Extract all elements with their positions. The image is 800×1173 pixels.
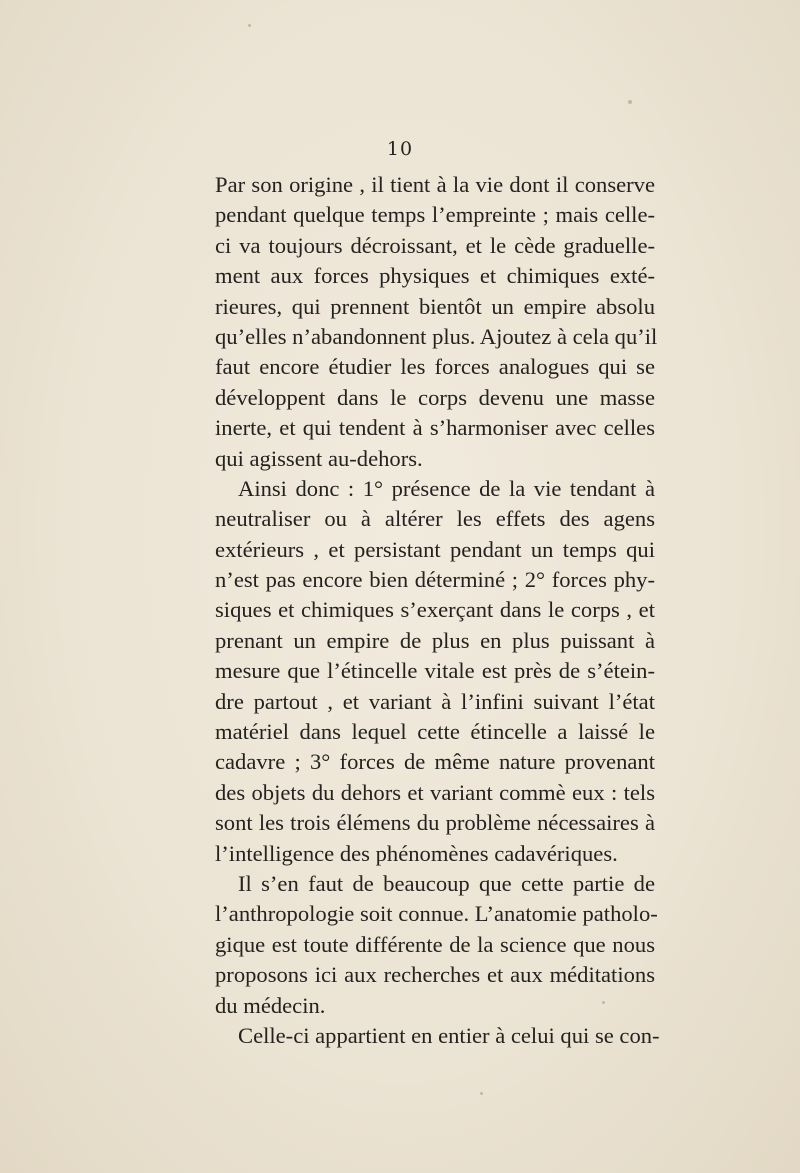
- text-line: qui agissent au-dehors.: [215, 445, 423, 471]
- text-line: neutraliser ou à altérer les effets des agens: [215, 506, 655, 532]
- page-number: 10: [386, 138, 414, 160]
- text-line: mesure que l’étincelle vitale est près de s’étein-: [215, 658, 655, 684]
- body-text: [215, 170, 660, 1051]
- text-line: des objets du dehors et variant commè eux : tels: [215, 779, 655, 805]
- text-line: gique est toute différente de la science que nous: [215, 931, 655, 957]
- text-line: siques et chimiques s’exerçant dans le corps , et: [215, 597, 655, 623]
- text-line: n’est pas encore bien déterminé ; 2° forces phy-: [215, 567, 655, 593]
- text-line: Il s’en faut de beaucoup que cette partie de: [238, 870, 655, 896]
- text-line: développent dans le corps devenu une masse: [215, 384, 655, 410]
- text-line: Ainsi donc : 1° présence de la vie tendant à: [238, 475, 655, 501]
- text-line: l’anthropologie soit connue. L’anatomie patholo-: [215, 901, 658, 927]
- text-line: Celle-ci appartient en entier à celui qui se con-: [238, 1022, 660, 1048]
- paper-speck: [628, 100, 632, 104]
- text-line: sont les trois élémens du problème nécessaires à: [215, 810, 655, 836]
- text-line: ci va toujours décroissant, et le cède graduelle-: [215, 232, 655, 258]
- text-line: rieures, qui prennent bientôt un empire absolu: [215, 293, 655, 319]
- text-line: l’intelligence des phénomènes cadavériques.: [215, 840, 618, 866]
- text-line: proposons ici aux recherches et aux méditations: [215, 962, 655, 988]
- text-line: pendant quelque temps l’empreinte ; mais celle-: [215, 202, 655, 228]
- text-line: ment aux forces physiques et chimiques exté-: [215, 263, 655, 289]
- text-line: Par son origine , il tient à la vie dont il conserve: [215, 172, 655, 197]
- text-line: du médecin.: [215, 992, 326, 1018]
- paper-speck: [480, 1092, 483, 1095]
- paper-speck: [248, 24, 251, 27]
- text-line: qu’elles n’abandonnent plus. Ajoutez à cela qu’il: [215, 323, 658, 349]
- text-line: extérieurs , et persistant pendant un temps qui: [215, 536, 655, 562]
- text-line: faut encore étudier les forces analogues qui se: [215, 354, 655, 380]
- text-line: prenant un empire de plus en plus puissant à: [215, 627, 655, 653]
- text-line: matériel dans lequel cette étincelle a laissé le: [215, 719, 655, 745]
- text-line: cadavre ; 3° forces de même nature provenant: [215, 749, 655, 775]
- text-line: inerte, et qui tendent à s’harmoniser avec celles: [215, 415, 655, 441]
- text-line: dre partout , et variant à l’infini suivant l’état: [215, 688, 655, 714]
